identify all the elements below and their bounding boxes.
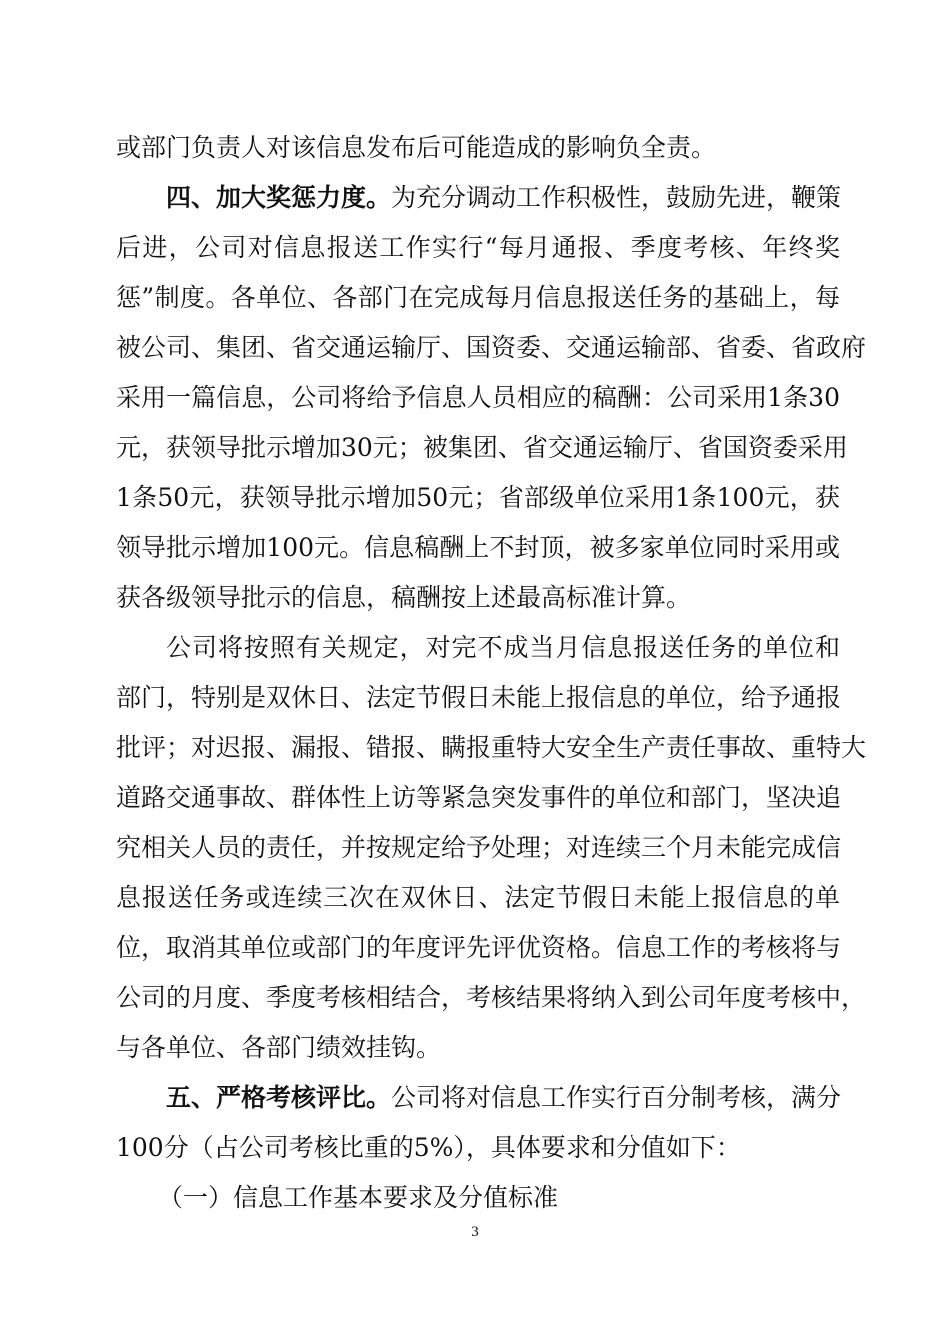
text-line: 采用一篇信息，公司将给予信息人员相应的稿酬：公司采用1条30: [116, 383, 840, 412]
text-line: 或部门负责人对该信息发布后可能造成的影响负全责。: [116, 133, 717, 162]
text-line: 100分（占公司考核比重的5%），具体要求和分值如下：: [116, 1133, 741, 1162]
text-line: 获各级领导批示的信息，稿酬按上述最高标准计算。: [116, 583, 692, 612]
text-line: 与各单位、各部门绩效挂钩。: [116, 1033, 442, 1062]
text-line: 公司将按照有关规定，对完不成当月信息报送任务的单位和: [166, 633, 840, 662]
subsection-heading: （一）信息工作基本要求及分值标准: [158, 1183, 559, 1212]
text-line: 被公司、集团、省交通运输厅、国资委、交通运输部、省委、省政府: [116, 333, 867, 362]
text-line: 究相关人员的责任，并按规定给予处理；对连续三个月未能完成信: [116, 833, 842, 862]
section-4-line: [166, 183, 840, 213]
text-line: 道路交通事故、群体性上访等紧急突发事件的单位和部门，坚决追: [116, 783, 842, 812]
text-line: 后进，公司对信息报送工作实行“每月通报、季度考核、年终奖: [116, 233, 840, 262]
text-line: 公司的月度、季度考核相结合，考核结果将纳入到公司年度考核中，: [116, 983, 867, 1012]
section-5-line: [166, 1083, 840, 1113]
text-line: 批评；对迟报、漏报、错报、瞒报重特大安全生产责任事故、重特大: [116, 733, 867, 762]
section-5-heading: 五、严格考核评比。: [166, 1083, 392, 1112]
text-line: 领导批示增加100元。信息稿酬上不封顶，被多家单位同时采用或: [116, 533, 840, 562]
text-line: 位，取消其单位或部门的年度评先评优资格。信息工作的考核将与: [116, 933, 842, 962]
text-line: 惩”制度。各单位、各部门在完成每月信息报送任务的基础上，每: [116, 283, 840, 312]
section-4-heading: 四、加大奖惩力度。: [166, 183, 392, 212]
section-4-text: 为充分调动工作积极性，鼓励先进，鞭策: [391, 183, 842, 212]
text-line: 1条50元，获领导批示增加50元；省部级单位采用1条100元，获: [116, 483, 840, 512]
text-line: 息报送任务或连续三次在双休日、法定节假日未能上报信息的单: [116, 883, 840, 912]
text-line: 部门，特别是双休日、法定节假日未能上报信息的单位，给予通报: [116, 683, 842, 712]
text-line: 元，获领导批示增加30元；被集团、省交通运输厅、省国资委采用: [116, 433, 848, 462]
page-number: 3: [471, 1224, 479, 1240]
section-5-text: 公司将对信息工作实行百分制考核，满分: [391, 1083, 842, 1112]
